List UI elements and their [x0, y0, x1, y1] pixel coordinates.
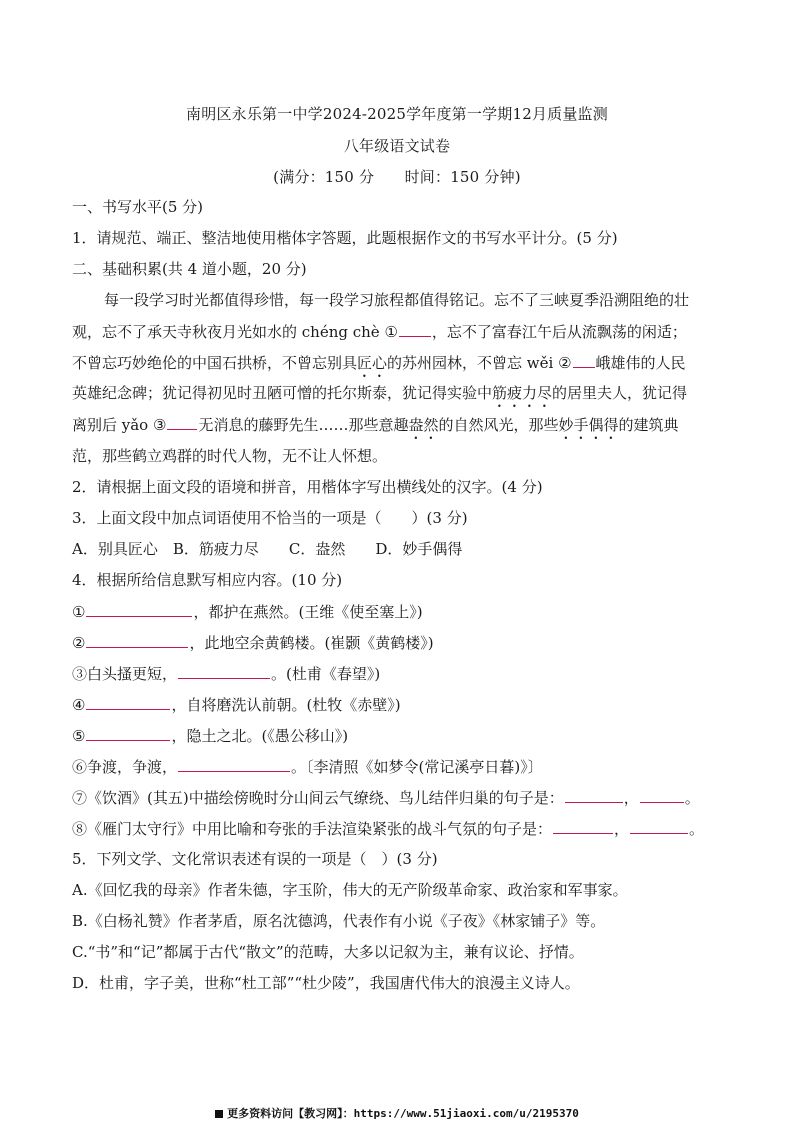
recite-item-5: ⑤ ，隐土之北。(《愚公移山》) — [72, 727, 349, 745]
footer[interactable] — [0, 1105, 794, 1121]
recite-item-1: ① ，都护在燕然。(王维《使至塞上》) — [72, 603, 423, 621]
recite-blank-7a[interactable] — [565, 788, 623, 803]
recite-blank-2[interactable] — [86, 633, 188, 648]
question-4: 4．根据所给信息默写相应内容。(10 分) — [72, 571, 343, 589]
passage-line-6: 范，那些鹤立鸡群的时代人物，无不让人怀想。 — [72, 447, 388, 465]
recite-blank-3[interactable] — [178, 664, 270, 679]
question-2: 2．请根据上面文段的语境和拼音，用楷体字写出横线处的汉字。(4 分) — [72, 478, 543, 496]
passage-line-3: 不曾忘巧妙绝伦的中国石拱桥，不曾忘别具匠心的苏州园林，不曾忘 wěi ② 峨雄伟的人民 — [72, 354, 686, 372]
recite-blank-8a[interactable] — [553, 819, 613, 834]
question-5-option-b: B.《白杨礼赞》作者茅盾，原名沈德鸿，代表作有小说《子夜》《林家铺子》等。 — [72, 912, 606, 930]
recite-item-6: ⑥争渡，争渡， 。〔李清照《如梦令(常记溪亭日暮)》〕 — [72, 758, 543, 776]
question-5-option-d: D．杜甫，字子美，世称“杜工部”“杜少陵”，我国唐代伟大的浪漫主义诗人。 — [72, 974, 580, 992]
question-5-option-c: C.“书”和“记”都属于古代“散文”的范畴，大多以记叙为主，兼有议论、抒情。 — [72, 943, 584, 961]
exam-meta: (满分：150 分 时间：150 分钟) — [273, 168, 521, 186]
passage-line-4: 英雄纪念碑；犹记得初见时丑陋可憎的托尔斯泰，犹记得实验中筋疲力尽的居里夫人，犹记得 — [72, 384, 688, 402]
dotted-word: 筋疲力尽 — [492, 384, 553, 402]
section2-heading: 二、基础积累(共 4 道小题，20 分) — [72, 260, 307, 278]
flag-icon — [215, 1110, 223, 1118]
recite-item-7: ⑦《饮酒》(其五)中描绘傍晚时分山间云气缭绕、鸟儿结伴归巢的句子是： ， 。 — [72, 789, 700, 807]
answer-blank-2[interactable] — [573, 353, 595, 368]
recite-item-2: ② ，此地空余黄鹤楼。(崔颢《黄鹤楼》) — [72, 634, 434, 652]
answer-blank-1[interactable] — [399, 322, 431, 337]
question-3: 3．上面文段中加点词语使用不恰当的一项是（ ）(3 分) — [72, 509, 468, 527]
footer-link[interactable]: 更多资料访问【教习网】：https://www.51jiaoxi.com/u/2195370 — [227, 1107, 579, 1120]
passage-line-2: 观，忘不了承天寺秋夜月光如水的 chéng chè ① ，忘不了富春江午后从流飘荡的闲适； — [72, 323, 687, 341]
section1-heading: 一、书写水平(5 分) — [72, 198, 204, 216]
dotted-word: 盎然 — [408, 416, 439, 434]
question-5: 5．下列文学、文化常识表述有误的一项是（ ）(3 分) — [72, 850, 438, 868]
recite-blank-5[interactable] — [86, 726, 170, 741]
recite-item-3: ③白头搔更短， 。(杜甫《春望》) — [72, 665, 381, 683]
question-3-options: A．别具匠心 B．筋疲力尽 C．盎然 D．妙手偶得 — [72, 540, 463, 558]
recite-blank-1[interactable] — [86, 602, 192, 617]
recite-blank-4[interactable] — [86, 695, 170, 710]
recite-blank-7b[interactable] — [640, 788, 684, 803]
question-1: 1．请规范、端正、整洁地使用楷体字答题，此题根据作文的书写水平计分。(5 分) — [72, 229, 618, 247]
exam-subtitle: 八年级语文试卷 — [343, 137, 451, 155]
exam-title: 南明区永乐第一中学2024-2025学年度第一学期12月质量监测 — [186, 105, 608, 123]
passage-line-1: 每一段学习时光都值得珍惜，每一段学习旅程都值得铭记。忘不了三峡夏季沿溯阻绝的壮 — [104, 291, 690, 309]
recite-item-8: ⑧《雁门太守行》中用比喻和夸张的手法渲染紧张的战斗气氛的句子是： ， 。 — [72, 820, 705, 838]
answer-blank-3[interactable] — [167, 415, 197, 430]
recite-blank-6[interactable] — [178, 757, 290, 772]
question-5-option-a: A.《回忆我的母亲》作者朱德，字玉阶，伟大的无产阶级革命家、政治家和军事家。 — [72, 881, 628, 899]
recite-blank-8b[interactable] — [630, 819, 688, 834]
recite-item-4: ④ ，自将磨洗认前朝。(杜牧《赤壁》) — [72, 696, 401, 714]
dotted-word: 匠心 — [357, 354, 388, 372]
passage-line-5: 离别后 yǎo ③ 无消息的藤野先生……那些意趣盎然的自然风光，那些妙手偶得的建筑典 — [72, 416, 679, 434]
dotted-word: 妙手偶得 — [558, 416, 619, 434]
